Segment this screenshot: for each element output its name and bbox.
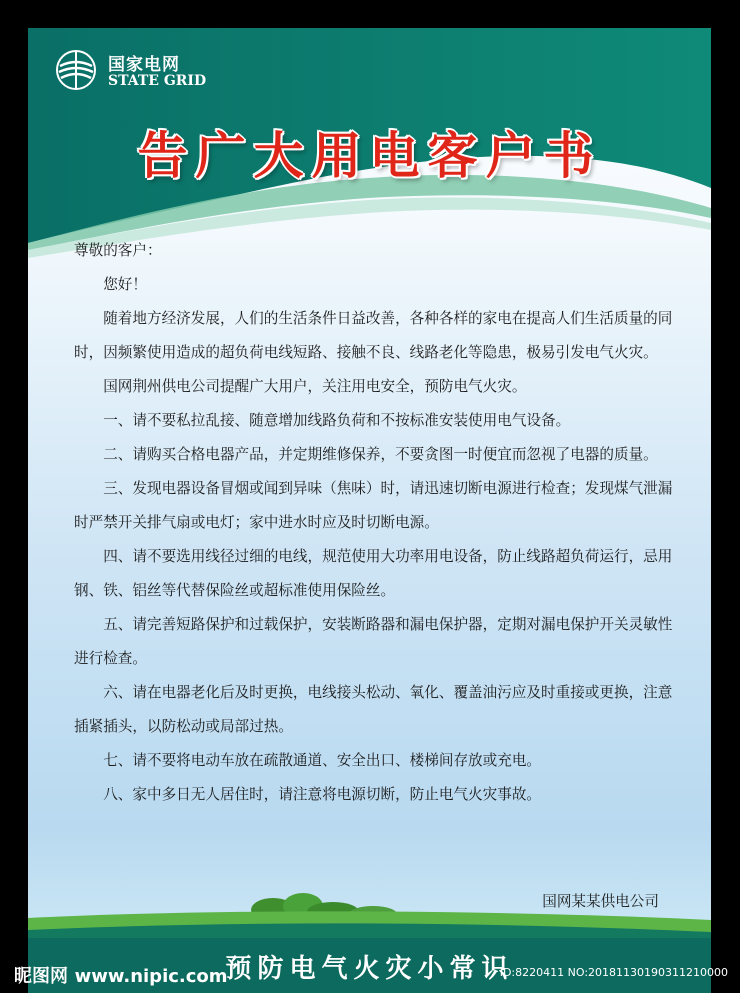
paragraph: 随着地方经济发展，人们的生活条件日益改善，各种各样的家电在提高人们生活质量的同时，因频繁使用造成的超负荷电线短路、接触不良、线路老化等隐患，极易引发电气火灾。 — [74, 310, 673, 361]
signature: 国网某某供电公司 — [542, 893, 659, 910]
paragraph: 您好！ — [103, 276, 147, 293]
poster-title: 告广大用电客户书 — [137, 127, 602, 185]
greeting: 尊敬的客户： — [74, 242, 162, 259]
paragraph: 八、家中多日无人居住时，请注意将电源切断，防止电气火灾事故。 — [103, 786, 542, 803]
watermark-id: ID:8220411 NO:20181130190311210000 — [499, 966, 728, 979]
brand-name-en: STATE GRID — [108, 73, 207, 89]
paragraph: 六、请在电器老化后及时更换，电线接头松动、氧化、覆盖油污应及时重接或更换，注意插紧插头，以防松动或局部过热。 — [74, 684, 673, 735]
paragraph: 一、请不要私拉乱接、随意增加线路负荷和不按标准安装使用电气设备。 — [103, 412, 571, 429]
paragraph: 三、发现电器设备冒烟或闻到异味（焦味）时，请迅速切断电源进行检查；发现煤气泄漏时严禁开关排气扇或电灯；家中进水时应及时切断电源。 — [74, 480, 673, 531]
watermark-site-url: www.nipic.com — [74, 966, 228, 987]
paragraph: 国网荆州供电公司提醒广大用户，关注用电安全，预防电气火灾。 — [103, 378, 527, 395]
watermark-site-cn: 昵图网 — [14, 966, 68, 987]
paragraph: 七、请不要将电动车放在疏散通道、安全出口、楼梯间存放或充电。 — [103, 752, 542, 769]
letter-body — [74, 234, 674, 812]
brand-name-cn: 国家电网 — [108, 55, 180, 75]
paragraph: 四、请不要选用线径过细的电线，规范使用大功率用电设备，防止线路超负荷运行，忌用钢、铁、铝丝等代替保险丝或超标准使用保险丝。 — [74, 548, 673, 599]
state-grid-logo-icon — [54, 48, 98, 92]
footer-slogan: 预防电气火灾小常识 — [225, 954, 514, 984]
watermark-site — [14, 962, 228, 988]
poster — [28, 28, 711, 993]
paragraph: 二、请购买合格电器产品，并定期维修保养，不要贪图一时便宜而忽视了电器的质量。 — [103, 446, 658, 463]
paragraph: 五、请完善短路保护和过载保护，安装断路器和漏电保护器，定期对漏电保护开关灵敏性进行检查。 — [74, 616, 673, 667]
